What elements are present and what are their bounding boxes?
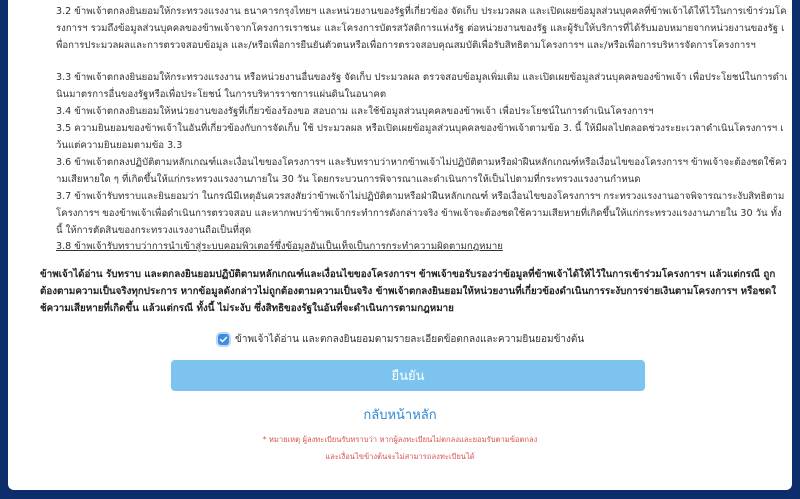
consent-clauses: [56, 4, 788, 256]
agree-checkbox-row[interactable]: [218, 330, 584, 348]
clause-3-4: 3.4 ข้าพเจ้าตกลงยินยอมให้หน่วยงานของรัฐที่เกี่ยวข้องร้องขอ สอบถาม และใช้ข้อมูลส่วนบุคคลของข้าพเจ้า เพื่อประโยชน์ในการดำเนินโครงการฯ: [56, 106, 654, 117]
clause-3-7: 3.7 ข้าพเจ้ารับทราบและยินยอมว่า ในกรณีมีเหตุอันควรสงสัยว่าข้าพเจ้าไม่ปฏิบัติตามหรือฝ่าฝืนหลักเกณฑ์ หรือเงื่อนไขของโครงการฯ กระทรวงแรงงานอาจพิจารณาระงับสิทธิตามโครงการฯ ของข้าพเจ้าเพื่อดำเนินการตรวจสอบ และหากพบว่าข้าพเจ้ากระทำการดังกล่าวจริง ข้าพเจ้าจะต้องชดใช้ความเสียหายที่เกิดขึ้นให้แก่กระทรวงแรงงานภายใน 30 วัน ทั้งนี้ ให้การตัดสินของกระทรวงแรงงานถือเป็นที่สุด: [56, 191, 785, 236]
check-icon: [219, 335, 228, 344]
confirm-button[interactable]: ยืนยัน: [171, 360, 645, 391]
agree-checkbox[interactable]: [218, 334, 229, 345]
clause-3-6: 3.6 ข้าพเจ้าตกลงปฏิบัติตามหลักเกณฑ์และเงื่อนไขของโครงการฯ และรับทราบว่าหากข้าพเจ้าไม่ปฏิบัติตามหรือฝ่าฝืนหลักเกณฑ์หรือเงื่อนไขของโครงการฯ ข้าพเจ้าจะต้องชดใช้ความเสียหายใด ๆ ที่เกิดขึ้นให้แก่กระทรวงแรงงานภายใน 30 วัน โดยกระบวนการพิจารณาและดำเนินการให้เป็นไปตามที่กระทรวงแรงงานกำหนด: [56, 157, 787, 185]
clause-3-8: [56, 239, 788, 256]
acknowledgement-text: ข้าพเจ้าได้อ่าน รับทราบ และตกลงยินยอมปฏิบัติตามหลักเกณฑ์และเงื่อนไขของโครงการฯ ข้าพเจ้าขอรับรองว่าข้อมูลที่ข้าพเจ้าได้ให้ไว้ในการเข้าร่วมโครงการฯ แล้วแต่กรณี ถูกต้องตามความเป็นจริงทุกประการ หากข้อมูลดังกล่าวไม่ถูกต้องตามความเป็นจริง ข้าพเจ้าตกลงยินยอมให้หน่วยงานที่เกี่ยวข้องดำเนินการระงับการจ่ายเงินตามโครงการฯ หรือชดใช้ความเสียหายที่เกิดขึ้น แล้วแต่กรณี ทั้งนี้ ไม่ระงับ ซึ่งสิทธิของรัฐในอันที่จะดำเนินการตามกฎหมาย: [40, 269, 777, 314]
clause-3-2: 3.2 ข้าพเจ้าตกลงยินยอมให้กระทรวงแรงงาน ธนาคารกรุงไทยฯ และหน่วยงานของรัฐที่เกี่ยวข้อง จัดเก็บ ประมวลผล และเปิดเผยข้อมูลส่วนบุคคลที่ข้าพเจ้าได้ให้ไว้ในการเข้าร่วมโครงการฯ รวมถึงข้อมูลส่วนบุคคลของข้าพเจ้าจากโครงการเราชนะ และโครงการบัตรสวัสดิการแห่งรัฐ ต่อหน่วยงานของรัฐ และผู้รับให้บริการที่ได้รับมอบหมายจากหน่วยงานของรัฐ เพื่อการประมวลผลและการตรวจสอบข้อมูล และ/หรือเพื่อการยืนยันตัวตนหรือเพื่อการตรวจสอบคุณสมบัติเพื่อรับสิทธิตามโครงการฯ และ/หรือเพื่อการบริหารจัดการโครงการฯ: [56, 6, 787, 51]
clause-3-3: 3.3 ข้าพเจ้าตกลงยินยอมให้กระทรวงแรงงาน หรือหน่วยงานอื่นของรัฐ จัดเก็บ ประมวลผล ตรวจสอบข้อมูลเพิ่มเติม และเปิดเผยข้อมูลส่วนบุคคลของข้าพเจ้า เพื่อประโยชน์ในการดำเนินมาตรการอื่นของรัฐหรือเพื่อประโยชน์ ในการบริหารราชการแผ่นดินในอนาคต: [56, 72, 788, 100]
consent-card: [8, 0, 792, 490]
clause-3-5: 3.5 ความยินยอมของข้าพเจ้าในอันที่เกี่ยวข้องกับการจัดเก็บ ใช้ ประมวลผล หรือเปิดเผยข้อมูลส่วนบุคคลของข้าพเจ้าตามข้อ 3. นี้ ให้มีผลไปตลอดช่วงระยะเวลาดำเนินโครงการฯ เว้นแต่ความยินยอมตามข้อ 3.3: [56, 123, 784, 151]
back-to-home-link[interactable]: กลับหน้าหลัก: [363, 408, 437, 423]
agree-checkbox-label[interactable]: ข้าพเจ้าได้อ่าน และตกลงยินยอมตามรายละเอียดข้อตกลงและความยินยอมข้างต้น: [235, 333, 585, 345]
clause-3-8-text: 3.8 ข้าพเจ้ารับทราบว่าการนำเข้าสู่ระบบคอมพิวเตอร์ซึ่งข้อมูลอันเป็นเท็จเป็นการกระทำความผิดตามกฎหมาย: [56, 241, 503, 252]
footnote-line-1: * หมายเหตุ ผู้ลงทะเบียนรับทราบว่า หากผู้ลงทะเบียนไม่ตกลงและยอมรับตามข้อตกลง: [262, 435, 538, 444]
footnote-line-2: และเงื่อนไขข้างต้นจะไม่สามารถลงทะเบียนได้: [325, 452, 475, 461]
